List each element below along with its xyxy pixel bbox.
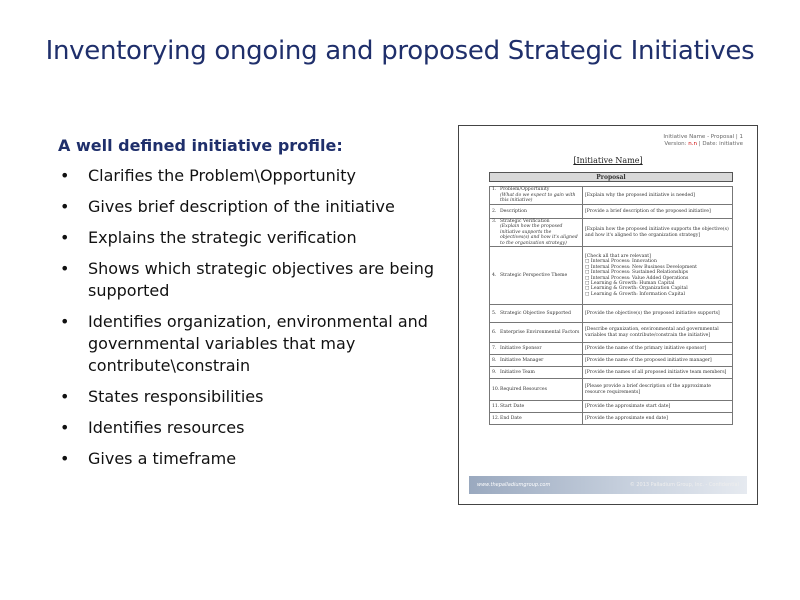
proposal-table-row: [490, 413, 733, 425]
row-label-cell: [490, 247, 583, 305]
row-label: Description: [500, 208, 527, 214]
proposal-table-row: [490, 343, 733, 355]
row-number: 4.: [492, 272, 497, 278]
row-label-cell: [490, 401, 583, 413]
initiative-profile-document: [458, 125, 758, 505]
row-number: 12.: [492, 415, 500, 421]
row-note: (What do we expect to gain with this initiative): [500, 192, 576, 204]
proposal-table-row: [490, 367, 733, 379]
document-title: [Initiative Name]: [573, 156, 643, 165]
bullet-item: • Clarifies the Problem\Opportunity: [58, 165, 448, 187]
row-number: 10.: [492, 386, 500, 392]
row-number: 7.: [492, 345, 497, 351]
proposal-table-row: [490, 219, 733, 247]
document-footer: [469, 476, 747, 494]
row-description-cell: [Check all that are relevant] □ Internal Process: Innovation □ Internal Process: New Business Development □ Internal Process: Sustained Relationships □ Internal Process: Value Added Operations □ Learning & Growth: Human Capital □ Learning & Growth: Organization Capital □ Learning & Growth: Information Capital: [583, 247, 733, 305]
bullet-item: • Identifies organization, environmental and governmental variables that may contribute\constrain: [58, 311, 448, 377]
row-label-cell: [490, 343, 583, 355]
row-description-cell: [Provide the name of the primary initiative sponsor]: [583, 343, 733, 355]
proposal-table-row: [490, 323, 733, 343]
row-description-cell: [Provide the objective(s) the proposed initiative supports]: [583, 305, 733, 323]
bullet-item: • Explains the strategic verification: [58, 227, 448, 249]
bullet-item: • Gives a timeframe: [58, 448, 448, 470]
row-label-cell: [490, 187, 583, 205]
row-label: Initiative Team: [500, 369, 535, 375]
proposal-table-row: [490, 205, 733, 219]
footer-copyright: © 2013 Palladium Group, Inc. - Confidential: [629, 482, 739, 488]
row-label-cell: [490, 205, 583, 219]
row-number: 5.: [492, 310, 497, 316]
proposal-table-row: [490, 187, 733, 205]
row-label: Problem/Opportunity: [500, 187, 550, 193]
row-number: 1.: [492, 187, 497, 193]
proposal-section-bar: Proposal: [489, 172, 733, 182]
document-version-label: Version:: [664, 141, 689, 147]
proposal-table-row: [490, 305, 733, 323]
row-label-cell: [490, 355, 583, 367]
row-label: Initiative Manager: [500, 357, 544, 363]
document-header-line2: [663, 141, 743, 148]
row-number: 3.: [492, 219, 497, 224]
document-header: [663, 134, 743, 148]
row-label-cell: [490, 323, 583, 343]
row-number: 6.: [492, 329, 497, 335]
footer-website: www.thepalladiumgroup.com: [477, 482, 551, 488]
row-note: (Explain how the proposed initiative supports the objectives(s) and how it's aligned to the organization strategy): [500, 224, 578, 246]
row-description-cell: [Please provide a brief description of the approximate resource requirements]: [583, 379, 733, 401]
row-description-cell: [Provide the approximate end date]: [583, 413, 733, 425]
row-label-cell: [490, 367, 583, 379]
document-date-label: | Date: initiative: [696, 141, 743, 147]
bullet-item: • Gives brief description of the initiative: [58, 196, 448, 218]
row-description-cell: [Provide the name of the proposed initiative manager]: [583, 355, 733, 367]
bullet-item: • States responsibilities: [58, 386, 448, 408]
row-label: Initiative Sponsor: [500, 345, 542, 351]
row-label-cell: [490, 379, 583, 401]
row-description-cell: [Provide the names of all proposed initiative team members]: [583, 367, 733, 379]
row-label-cell: [490, 413, 583, 425]
row-label: Required Resources: [500, 386, 547, 392]
row-label-cell: [490, 219, 583, 247]
row-description-cell: [Provide the approximate start date]: [583, 401, 733, 413]
profile-subheading: A well defined initiative profile:: [58, 136, 343, 155]
row-description-cell: [Explain why the proposed initiative is needed]: [583, 187, 733, 205]
document-header-line1: Initiative Name - Proposal | 1: [663, 134, 743, 140]
row-number: 11.: [492, 403, 500, 409]
row-number: 2.: [492, 208, 497, 214]
proposal-table-row: [490, 355, 733, 367]
document-version-value: n.n: [688, 141, 697, 147]
proposal-table-row: [490, 401, 733, 413]
proposal-table-row: [490, 379, 733, 401]
row-label: Strategic Verification: [500, 219, 550, 224]
row-description-cell: [Explain how the proposed initiative supports the objective(s) and how it's aligned to the organization strategy]: [583, 219, 733, 247]
row-label: Strategic Objective Supported: [500, 310, 571, 316]
proposal-table-row: [490, 247, 733, 305]
profile-section: [58, 136, 448, 479]
row-label: Start Date: [500, 403, 525, 409]
slide-title: Inventorying ongoing and proposed Strategic Initiatives: [45, 36, 755, 66]
row-number: 9.: [492, 369, 497, 375]
row-label: End Date: [500, 415, 522, 421]
bullet-item: • Identifies resources: [58, 417, 448, 439]
row-label-cell: [490, 305, 583, 323]
row-number: 8.: [492, 357, 497, 363]
row-description-cell: [Provide a brief description of the proposed initiative]: [583, 205, 733, 219]
row-label: Enterprise Environmental Factors: [500, 329, 580, 335]
bullet-item: • Shows which strategic objectives are being supported: [58, 258, 448, 302]
row-description-cell: [Describe organization, environmental and governmental variables that may contribute/constrain the initiative]: [583, 323, 733, 343]
proposal-table: [489, 186, 733, 425]
row-label: Strategic Perspective Theme: [500, 272, 568, 278]
profile-bullet-list: [58, 165, 448, 470]
